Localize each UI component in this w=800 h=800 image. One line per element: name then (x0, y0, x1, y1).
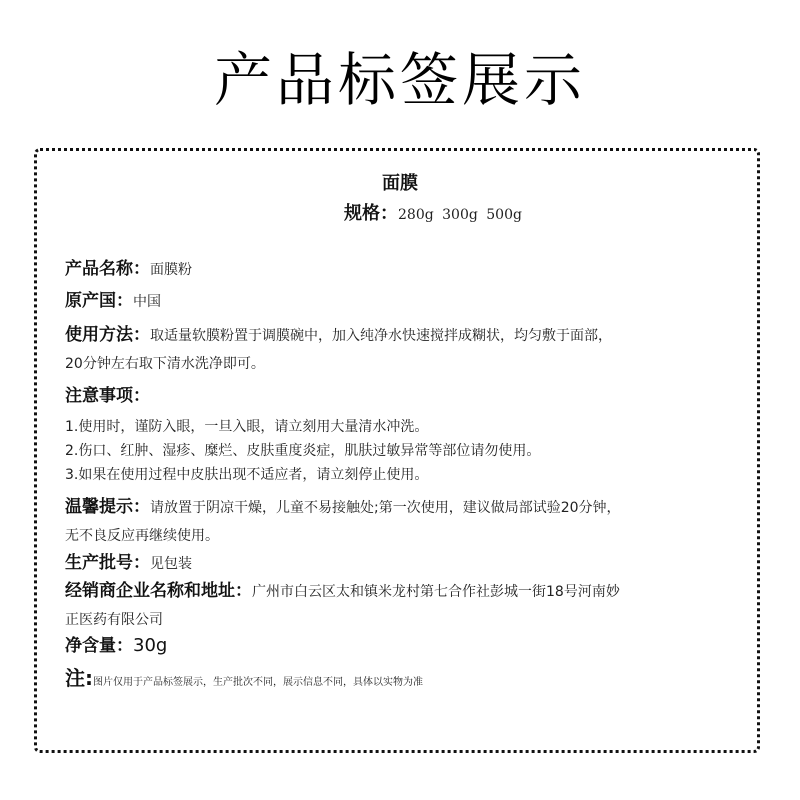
precaution-item: 3.如果在使用过程中皮肤出现不适应者，请立刻停止使用。 (65, 467, 429, 483)
field-net-content (65, 631, 745, 661)
field-value: 30g (133, 635, 168, 656)
field-product-name (65, 254, 745, 285)
precaution-item: 2.伤口、红肿、湿疹、糜烂、皮肤重度炎症，肌肤过敏异常等部位请勿使用。 (65, 443, 541, 459)
disclaimer (65, 664, 423, 697)
field-label: 生产批号： (65, 553, 150, 573)
page-title: 产品标签展示 (213, 46, 586, 114)
field-label: 注意事项： (65, 386, 150, 406)
field-value: 中国 (133, 294, 161, 310)
field-value: 见包装 (150, 556, 192, 572)
field-value-continued: 正医药有限公司 (65, 612, 163, 628)
field-value: 请放置于阴凉干燥，儿童不易接触处;第一次使用，建议做局部试验20分钟， (150, 500, 621, 516)
field-tips (65, 492, 745, 549)
field-value: 广州市白云区太和镇米龙村第七合作社彭城一街18号河南妙 (252, 584, 620, 600)
field-value-continued: 无不良反应再继续使用。 (65, 528, 219, 544)
field-value: 取适量软膜粉置于调膜碗中，加入纯净水快速搅拌成糊状，均匀敷于面部， (150, 328, 612, 344)
field-label: 经销商企业名称和地址： (65, 581, 252, 601)
field-label: 温馨提示： (65, 497, 150, 517)
disclaimer-label: 注: (65, 666, 93, 690)
field-label: 原产国： (65, 291, 133, 311)
field-label: 产品名称： (65, 259, 150, 279)
spec-value: 280g 300g 500g (398, 207, 522, 223)
spec-row (344, 202, 522, 227)
field-precautions (65, 381, 745, 411)
field-distributor (65, 576, 745, 633)
field-origin (65, 286, 745, 317)
field-label: 净含量： (65, 636, 133, 656)
disclaimer-text: 图片仅用于产品标签展示，生产批次不同，展示信息不同，具体以实物为准 (93, 677, 423, 688)
field-usage (65, 320, 745, 377)
product-name-heading: 面膜 (382, 173, 418, 194)
field-value-continued: 20分钟左右取下清水洗净即可。 (65, 356, 265, 372)
field-value: 面膜粉 (150, 262, 192, 278)
precaution-item: 1.使用时，谨防入眼，一旦入眼，请立刻用大量清水冲洗。 (65, 419, 429, 435)
spec-label: 规格： (344, 203, 398, 224)
field-label: 使用方法： (65, 325, 150, 345)
field-batch (65, 548, 745, 579)
